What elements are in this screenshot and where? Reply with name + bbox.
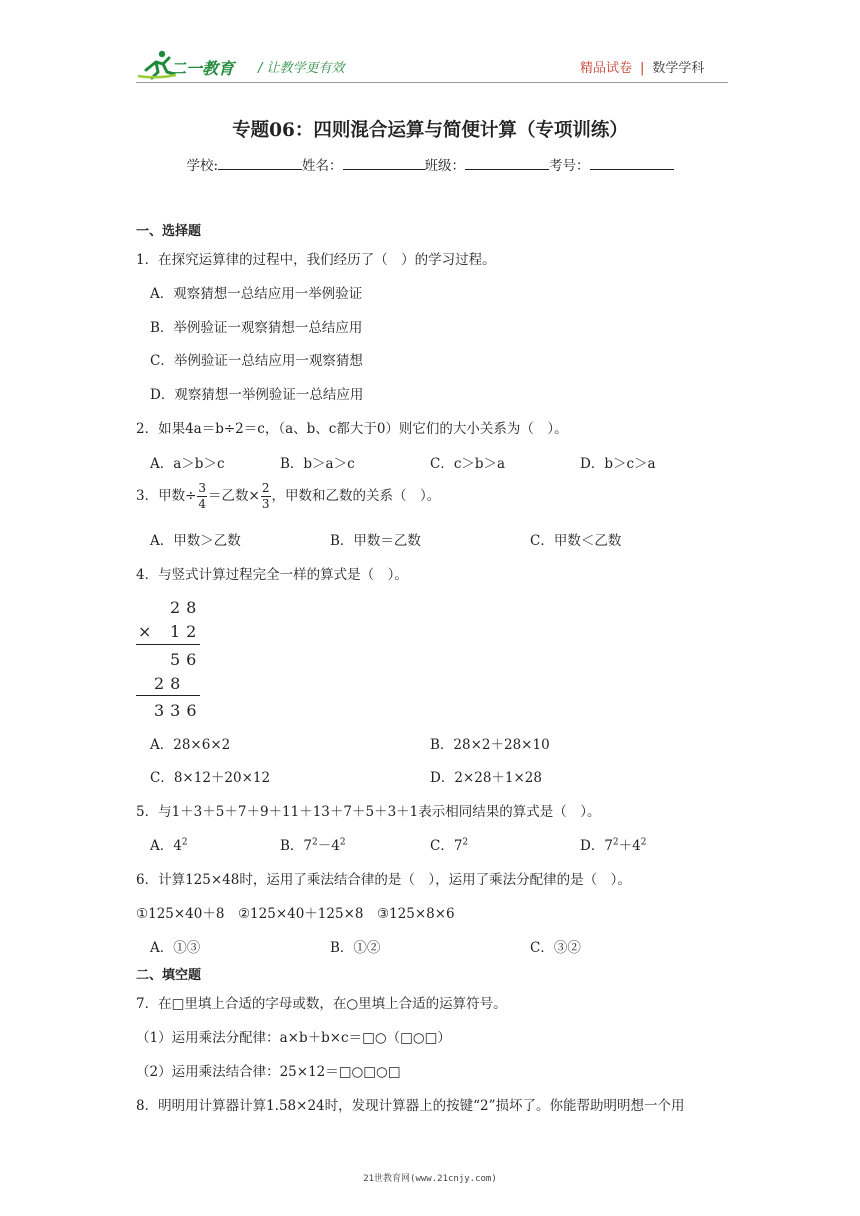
q5-a-base: A．4 xyxy=(150,838,182,854)
class-blank xyxy=(465,156,549,170)
q1-option-c: C．举例验证一总结应用一观察猜想 xyxy=(150,353,363,369)
school-label: 学校: xyxy=(186,158,219,174)
q3-stem xyxy=(136,481,440,512)
q1-option-a: A．观察猜想一总结应用一举例验证 xyxy=(150,286,363,302)
q3-f2-numerator: 2 xyxy=(261,481,270,495)
q7-part-2: （2）运用乘法结合律：25×12＝□○□○□ xyxy=(136,1064,401,1080)
section-choice-heading: 一、选择题 xyxy=(136,224,202,239)
q5-b-exp2: 2 xyxy=(339,837,346,848)
q5-d-exp1: 2 xyxy=(612,837,619,848)
q5-c-exp: 2 xyxy=(462,837,469,848)
calc-result: 336 xyxy=(154,701,203,720)
header-divider xyxy=(136,82,728,83)
q1-option-b: B．举例验证一观察猜想一总结应用 xyxy=(150,320,363,336)
q6-stem: 6．计算125×48时，运用了乘法结合律的是（ ），运用了乘法分配律的是（ ）。 xyxy=(136,872,631,888)
q2-stem: 2．如果4a＝b÷2＝c，（a、b、c都大于0）则它们的大小关系为（ ）。 xyxy=(136,421,568,437)
q3-f2-denominator: 3 xyxy=(261,497,270,511)
header-right xyxy=(580,57,704,76)
class-label: 班级： xyxy=(424,158,466,174)
calc-line-2 xyxy=(136,695,200,696)
q3-prefix: 3．甲数÷ xyxy=(136,488,197,504)
calc-multiplier: 12 xyxy=(170,622,203,641)
q3-option-a: A．甲数＞乙数 xyxy=(150,533,241,549)
q5-b-mid: －4 xyxy=(317,838,340,854)
q3-fraction-2 xyxy=(261,481,271,512)
q6-items: ①125×40＋8 ②125×40＋125×8 ③125×8×6 xyxy=(136,906,455,922)
q5-b-base: B．7 xyxy=(280,838,313,854)
q2-option-b: B．b＞a＞c xyxy=(280,456,355,472)
calc-times-sign: × xyxy=(138,622,152,641)
school-blank xyxy=(218,156,302,170)
vertical-multiplication xyxy=(136,598,208,722)
q6-option-a: A．①③ xyxy=(150,940,201,956)
q7-stem: 7．在□里填上合适的字母或数，在○里填上合适的运算符号。 xyxy=(136,996,507,1012)
q5-option-a xyxy=(150,834,188,854)
q2-option-d: D．b＞c＞a xyxy=(580,456,656,472)
name-blank xyxy=(343,156,425,170)
header-subject: 数学学科 xyxy=(652,61,705,76)
calc-partial-1: 56 xyxy=(170,650,203,669)
header-label: 精品试卷 xyxy=(580,61,633,76)
q5-d-exp2: 2 xyxy=(640,837,647,848)
q5-b-exp1: 2 xyxy=(312,837,318,848)
q3-suffix: ，甲数和乙数的关系（ ）。 xyxy=(271,488,441,504)
q4-option-d: D．2×28＋1×28 xyxy=(430,770,542,786)
q8-stem: 8．明明用计算器计算1.58×24时，发现计算器上的按键“2”损坏了。你能帮助明明想一个用 xyxy=(136,1098,685,1114)
q2-option-a: A．a＞b＞c xyxy=(150,456,225,472)
q4-option-b: B．28×2＋28×10 xyxy=(430,737,550,753)
q3-option-c: C．甲数＜乙数 xyxy=(530,533,622,549)
student-info-line xyxy=(0,154,860,174)
q4-stem: 4．与竖式计算过程完全一样的算式是（ ）。 xyxy=(136,567,408,583)
q2-option-c: C．c＞b＞a xyxy=(430,456,506,472)
q4-option-a: A．28×6×2 xyxy=(150,737,231,753)
page-footer: 21世教育网(www.21cnjy.com) xyxy=(363,1174,497,1184)
q5-option-d xyxy=(580,834,646,854)
q3-fraction-1 xyxy=(197,481,207,512)
q5-stem: 5．与1＋3＋5＋7＋9＋11＋13＋7＋5＋3＋1表示相同结果的算式是（ ）。 xyxy=(136,804,601,820)
brand-slogan: / 让教学更有效 xyxy=(258,61,345,76)
name-label: 姓名： xyxy=(302,158,343,174)
q5-d-base: D．7 xyxy=(580,838,613,854)
q4-option-c: C．8×12＋20×12 xyxy=(150,770,271,786)
q3-mid: ＝乙数× xyxy=(208,488,260,504)
q3-f1-numerator: 3 xyxy=(198,481,207,495)
q7-part-1: （1）运用乘法分配律：a×b＋b×c＝□○（□○□） xyxy=(136,1030,451,1046)
q6-option-c: C．③② xyxy=(530,940,581,956)
header-separator: | xyxy=(640,61,645,76)
q5-option-b xyxy=(280,834,346,854)
q6-option-b: B．①② xyxy=(330,940,381,956)
q5-a-exp: 2 xyxy=(181,837,188,848)
q1-option-d: D．观察猜想一举例验证一总结应用 xyxy=(150,387,364,403)
q5-option-c xyxy=(430,834,468,854)
calc-multiplicand: 28 xyxy=(170,598,203,617)
page-title: 专题06：四则混合运算与简便计算（专项训练） xyxy=(232,120,628,141)
q1-stem: 1．在探究运算律的过程中，我们经历了（ ）的学习过程。 xyxy=(136,252,496,268)
calc-partial-2: 28 xyxy=(154,674,187,693)
q3-option-b: B．甲数＝乙数 xyxy=(330,533,421,549)
brand-name: 二一教育 xyxy=(170,59,235,78)
section-fill-heading: 二、填空题 xyxy=(136,968,202,983)
exam-no-blank xyxy=(590,156,674,170)
q5-d-mid: ＋4 xyxy=(618,838,641,854)
exam-no-label: 考号： xyxy=(549,158,590,174)
q3-f1-denominator: 4 xyxy=(198,497,207,511)
q5-c-base: C．7 xyxy=(430,838,463,854)
calc-line-1 xyxy=(136,644,200,645)
